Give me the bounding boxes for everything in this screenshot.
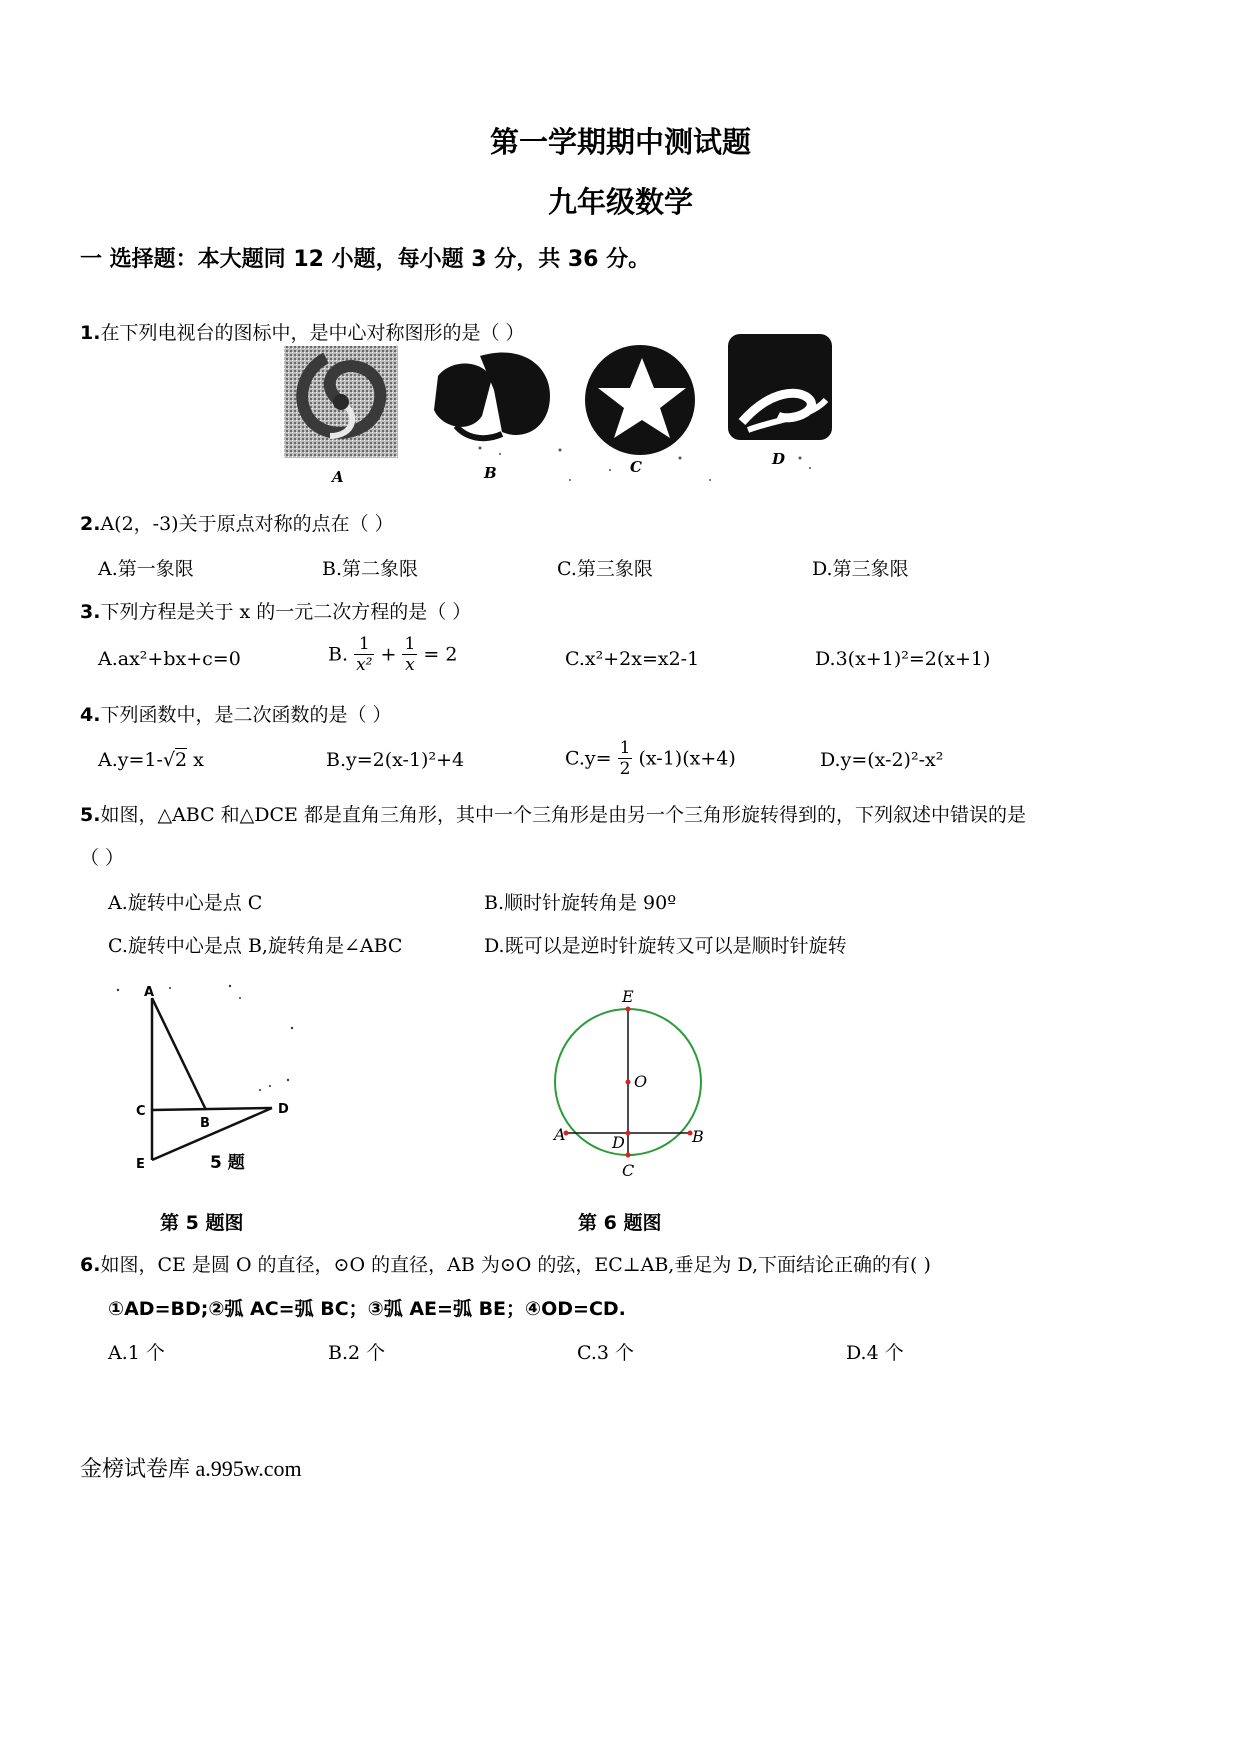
q3-option-d: D.3(x+1)²=2(x+1) (815, 648, 991, 670)
logo-label-d: D (772, 450, 786, 468)
point-label-a: A (144, 985, 155, 1000)
figure-5-triangles (110, 978, 320, 1178)
question-number: 1. (80, 322, 101, 344)
denominator: 2 (619, 759, 631, 779)
tv-logos-figure (270, 330, 850, 500)
figure-5-caption: 第 5 题图 (160, 1212, 244, 1234)
logo-b-icon (434, 352, 550, 438)
q6-option-a: A.1 个 (108, 1342, 165, 1364)
figure-note: 5 题 (210, 1153, 245, 1173)
figure-6-caption: 第 6 题图 (578, 1212, 662, 1234)
question-5 (80, 800, 1026, 827)
q3-option-c: C.x²+2x=x2-1 (565, 648, 700, 670)
q5-option-b: B.顺时针旋转角是 90º (484, 892, 677, 914)
q5-option-c: C.旋转中心是点 B,旋转角是∠ABC (108, 935, 403, 957)
q3-option-b (328, 634, 457, 675)
q6-option-b: B.2 个 (328, 1342, 386, 1364)
point-label-c: C (136, 1104, 146, 1119)
question-number: 5. (80, 804, 101, 826)
q2-option-c: C.第三象限 (557, 558, 653, 580)
question-number: 2. (80, 513, 101, 535)
question-3 (80, 597, 471, 624)
sqrt-sign: √ (162, 749, 176, 771)
sqrt-radicand: 2 (175, 749, 188, 771)
option-prefix: B. (328, 643, 349, 666)
q3-option-a: A.ax²+bx+c=0 (98, 648, 241, 670)
logo-a-spiral-icon (284, 346, 398, 458)
denominator: x (405, 655, 415, 675)
fraction-1-over-x (402, 634, 417, 675)
q4-option-d: D.y=(x-2)²-x² (820, 749, 944, 771)
logo-label-b: B (484, 464, 497, 482)
footer-source: 金榜试卷库 a.995w.com (80, 1456, 302, 1481)
question-5-paren: （ ） (80, 847, 125, 869)
question-6 (80, 1250, 931, 1277)
numerator: 1 (404, 634, 416, 654)
q4-option-a (98, 749, 204, 771)
question-number: 3. (80, 601, 101, 623)
question-2 (80, 509, 394, 536)
option-prefix: A.y=1- (98, 749, 163, 771)
q5-option-d: D.既可以是逆时针旋转又可以是顺时针旋转 (484, 935, 847, 957)
option-suffix: (x-1)(x+4) (638, 747, 736, 770)
question-text: A(2，-3)关于原点对称的点在（ ） (100, 513, 394, 535)
question-text: 在下列电视台的图标中，是中心对称图形的是（ ） (100, 322, 525, 344)
question-number: 4. (80, 704, 101, 726)
point-label-c: C (622, 1161, 635, 1180)
point-label-o: O (634, 1072, 648, 1091)
point-label-a: A (554, 1125, 566, 1144)
logo-d-icon (728, 334, 832, 440)
question-text: 如图，CE 是圆 O 的直径，⊙O 的直径，AB 为⊙O 的弦，EC⊥AB,垂足为 D,下面结论正确的有( ) (100, 1254, 931, 1276)
point-label-d: D (278, 1102, 289, 1117)
question-text: 如图，△ABC 和△DCE 都是直角三角形，其中一个三角形是由另一个三角形旋转得到的，下列叙述中错误的是 (100, 804, 1026, 826)
logo-c-star-icon (585, 345, 695, 455)
q6-option-d: D.4 个 (846, 1342, 904, 1364)
q6-option-c: C.3 个 (577, 1342, 635, 1364)
logo-label-c: C (630, 458, 642, 476)
q4-option-b: B.y=2(x-1)²+4 (326, 749, 465, 771)
page-subtitle: 九年级数学 (547, 185, 693, 219)
point-label-b: B (200, 1116, 210, 1131)
equals-two: = 2 (423, 643, 458, 666)
point-label-e: E (136, 1157, 145, 1172)
q5-option-a: A.旋转中心是点 C (108, 892, 263, 914)
plus-sign: + (380, 643, 397, 666)
point-label-b: B (692, 1127, 704, 1146)
q2-option-a: A.第一象限 (98, 558, 194, 580)
line-ab (152, 998, 206, 1110)
question-number: 6. (80, 1254, 101, 1276)
page-title: 第一学期期中测试题 (489, 125, 751, 159)
question-text: 下列函数中，是二次函数的是（ ） (100, 704, 392, 726)
question-4 (80, 700, 392, 727)
option-suffix: x (187, 749, 204, 771)
q2-option-d: D.第三象限 (812, 558, 909, 580)
q6-statements: ①AD=BD;②弧 AC=弧 BC；③弧 AE=弧 BE；④OD=CD. (108, 1298, 626, 1320)
option-prefix: C.y= (565, 747, 612, 770)
q2-option-b: B.第二象限 (322, 558, 419, 580)
section-heading: 一 选择题：本大题同 12 小题，每小题 3 分，共 36 分。 (80, 247, 651, 272)
figure-6-circle (540, 982, 720, 1182)
q4-option-c (565, 738, 736, 779)
line-cd (152, 1108, 272, 1110)
denominator: x² (356, 655, 373, 675)
fraction-1-over-x-squared (354, 634, 374, 675)
fraction-one-half (618, 738, 633, 779)
numerator: 1 (354, 634, 374, 655)
question-text: 下列方程是关于 x 的一元二次方程的是（ ） (100, 601, 472, 623)
numerator: 1 (619, 738, 631, 758)
point-label-e: E (622, 987, 634, 1006)
logo-label-a: A (332, 468, 344, 486)
point-label-d: D (612, 1133, 625, 1152)
